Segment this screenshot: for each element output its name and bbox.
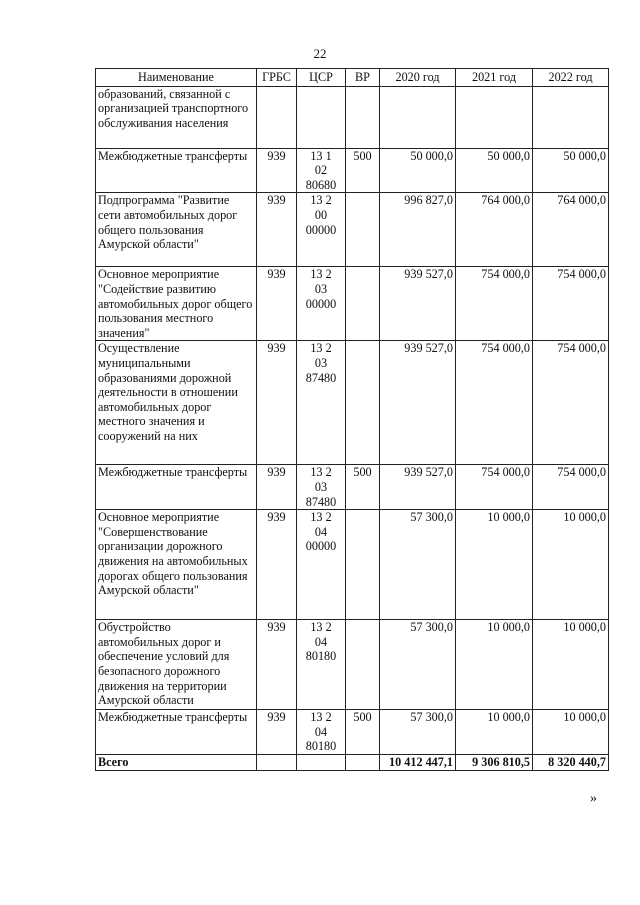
row-csr [297,465,346,510]
row-amount-2022: 10 000,0 [533,710,609,755]
row-amount-2021: 754 000,0 [456,267,533,341]
row-grbs: 939 [257,710,297,755]
row-amount-2022: 754 000,0 [533,465,609,510]
csr-code-part: 13 2 [310,710,332,725]
budget-table [95,68,609,771]
closing-quote-mark: » [590,791,597,806]
table-body [96,86,609,770]
total-vr [346,754,380,770]
table-row [96,341,609,465]
total-row [96,754,609,770]
row-amount-2021: 10 000,0 [456,620,533,710]
row-vr [346,267,380,341]
csr-code-part: 13 2 [310,341,332,356]
row-amount-2022: 764 000,0 [533,193,609,267]
row-vr [346,620,380,710]
row-amount-2020: 939 527,0 [380,341,456,465]
row-amount-2022: 10 000,0 [533,620,609,710]
csr-code-part: 13 2 [310,510,332,525]
row-name: Основное мероприятие "Содействие развитию автомобильных дорог общего пользования местного значения" [96,267,257,341]
row-amount-2020: 57 300,0 [380,710,456,755]
row-amount-2020: 57 300,0 [380,510,456,620]
csr-code-part: 03 [314,281,328,296]
total-amount-2021: 9 306 810,5 [456,754,533,770]
row-amount-2022: 754 000,0 [533,341,609,465]
row-csr [297,148,346,193]
table-row [96,710,609,755]
row-amount-2020: 996 827,0 [380,193,456,267]
csr-code-part: 87480 [305,370,337,385]
row-grbs: 939 [257,341,297,465]
row-csr [297,193,346,267]
column-header-grbs: ГРБС [257,69,297,87]
total-amount-2022: 8 320 440,7 [533,754,609,770]
row-vr [346,193,380,267]
row-grbs: 939 [257,148,297,193]
row-name: Подпрограмма "Развитие сети автомобильных дорог общего пользования Амурской области" [96,193,257,267]
row-amount-2020 [380,86,456,148]
row-amount-2021: 10 000,0 [456,510,533,620]
row-vr [346,510,380,620]
row-amount-2022: 10 000,0 [533,510,609,620]
row-grbs [257,86,297,148]
page-number: 22 [313,46,327,61]
csr-code-part: 00 [314,207,328,222]
total-csr [297,754,346,770]
table-row [96,267,609,341]
row-amount-2020: 57 300,0 [380,620,456,710]
row-grbs: 939 [257,510,297,620]
table-row [96,465,609,510]
column-header-2022: 2022 год [533,69,609,87]
row-amount-2022: 754 000,0 [533,267,609,341]
table-row [96,620,609,710]
row-amount-2021: 50 000,0 [456,148,533,193]
column-header-csr: ЦСР [297,69,346,87]
total-label: Всего [96,754,257,770]
csr-code-part: 03 [314,355,328,370]
row-amount-2021: 764 000,0 [456,193,533,267]
row-amount-2020: 50 000,0 [380,148,456,193]
row-amount-2021: 10 000,0 [456,710,533,755]
row-grbs: 939 [257,465,297,510]
total-grbs [257,754,297,770]
row-name: Межбюджетные трансферты [96,148,257,193]
csr-code-part: 13 2 [310,267,332,282]
row-csr [297,620,346,710]
total-amount-2020: 10 412 447,1 [380,754,456,770]
row-name: Осуществление муниципальными образованиями дорожной деятельности в отношении автомобильных дорог местного значения и сооружений на них [96,341,257,465]
row-vr: 500 [346,465,380,510]
row-csr [297,86,346,148]
row-csr [297,267,346,341]
table-row [96,86,609,148]
column-header-2020: 2020 год [380,69,456,87]
row-csr [297,341,346,465]
table-row [96,193,609,267]
row-amount-2021: 754 000,0 [456,341,533,465]
row-csr [297,710,346,755]
row-vr [346,86,380,148]
column-header-2021: 2021 год [456,69,533,87]
csr-code-part: 00000 [305,539,337,554]
table-row [96,148,609,193]
csr-code-part: 80180 [305,739,337,754]
csr-code-part: 80180 [305,649,337,664]
row-amount-2022: 50 000,0 [533,148,609,193]
csr-code-part: 04 [314,524,328,539]
csr-code-part: 80680 [305,177,337,192]
row-name: образований, связанной с организацией транспортного обслуживания населения [96,86,257,148]
csr-code-part: 13 1 [310,148,332,163]
row-grbs: 939 [257,620,297,710]
row-amount-2021 [456,86,533,148]
row-amount-2021: 754 000,0 [456,465,533,510]
row-vr [346,341,380,465]
table-row [96,510,609,620]
row-csr [297,510,346,620]
row-name: Обустройство автомобильных дорог и обеспечение условий для безопасного дорожного движения на территории Амурской области [96,620,257,710]
row-grbs: 939 [257,193,297,267]
csr-code-part: 00000 [305,222,337,237]
header-row [96,69,609,87]
column-header-vr: ВР [346,69,380,87]
row-vr: 500 [346,710,380,755]
row-name: Межбюджетные трансферты [96,710,257,755]
row-amount-2020: 939 527,0 [380,465,456,510]
row-vr: 500 [346,148,380,193]
csr-code-part: 03 [314,479,328,494]
csr-code-part: 04 [314,634,328,649]
column-header-name: Наименование [96,69,257,87]
csr-code-part: 00000 [305,296,337,311]
row-amount-2022 [533,86,609,148]
row-name: Межбюджетные трансферты [96,465,257,510]
row-name: Основное мероприятие "Совершенствование организации дорожного движения на автомобильных дорогах общего пользования Амурской области" [96,510,257,620]
csr-code-part: 87480 [305,494,337,509]
csr-code-part: 13 2 [310,193,332,208]
row-amount-2020: 939 527,0 [380,267,456,341]
row-grbs: 939 [257,267,297,341]
csr-code-part: 13 2 [310,465,332,480]
csr-code-part: 02 [314,163,328,178]
csr-code-part: 13 2 [310,620,332,635]
csr-code-part: 04 [314,724,328,739]
